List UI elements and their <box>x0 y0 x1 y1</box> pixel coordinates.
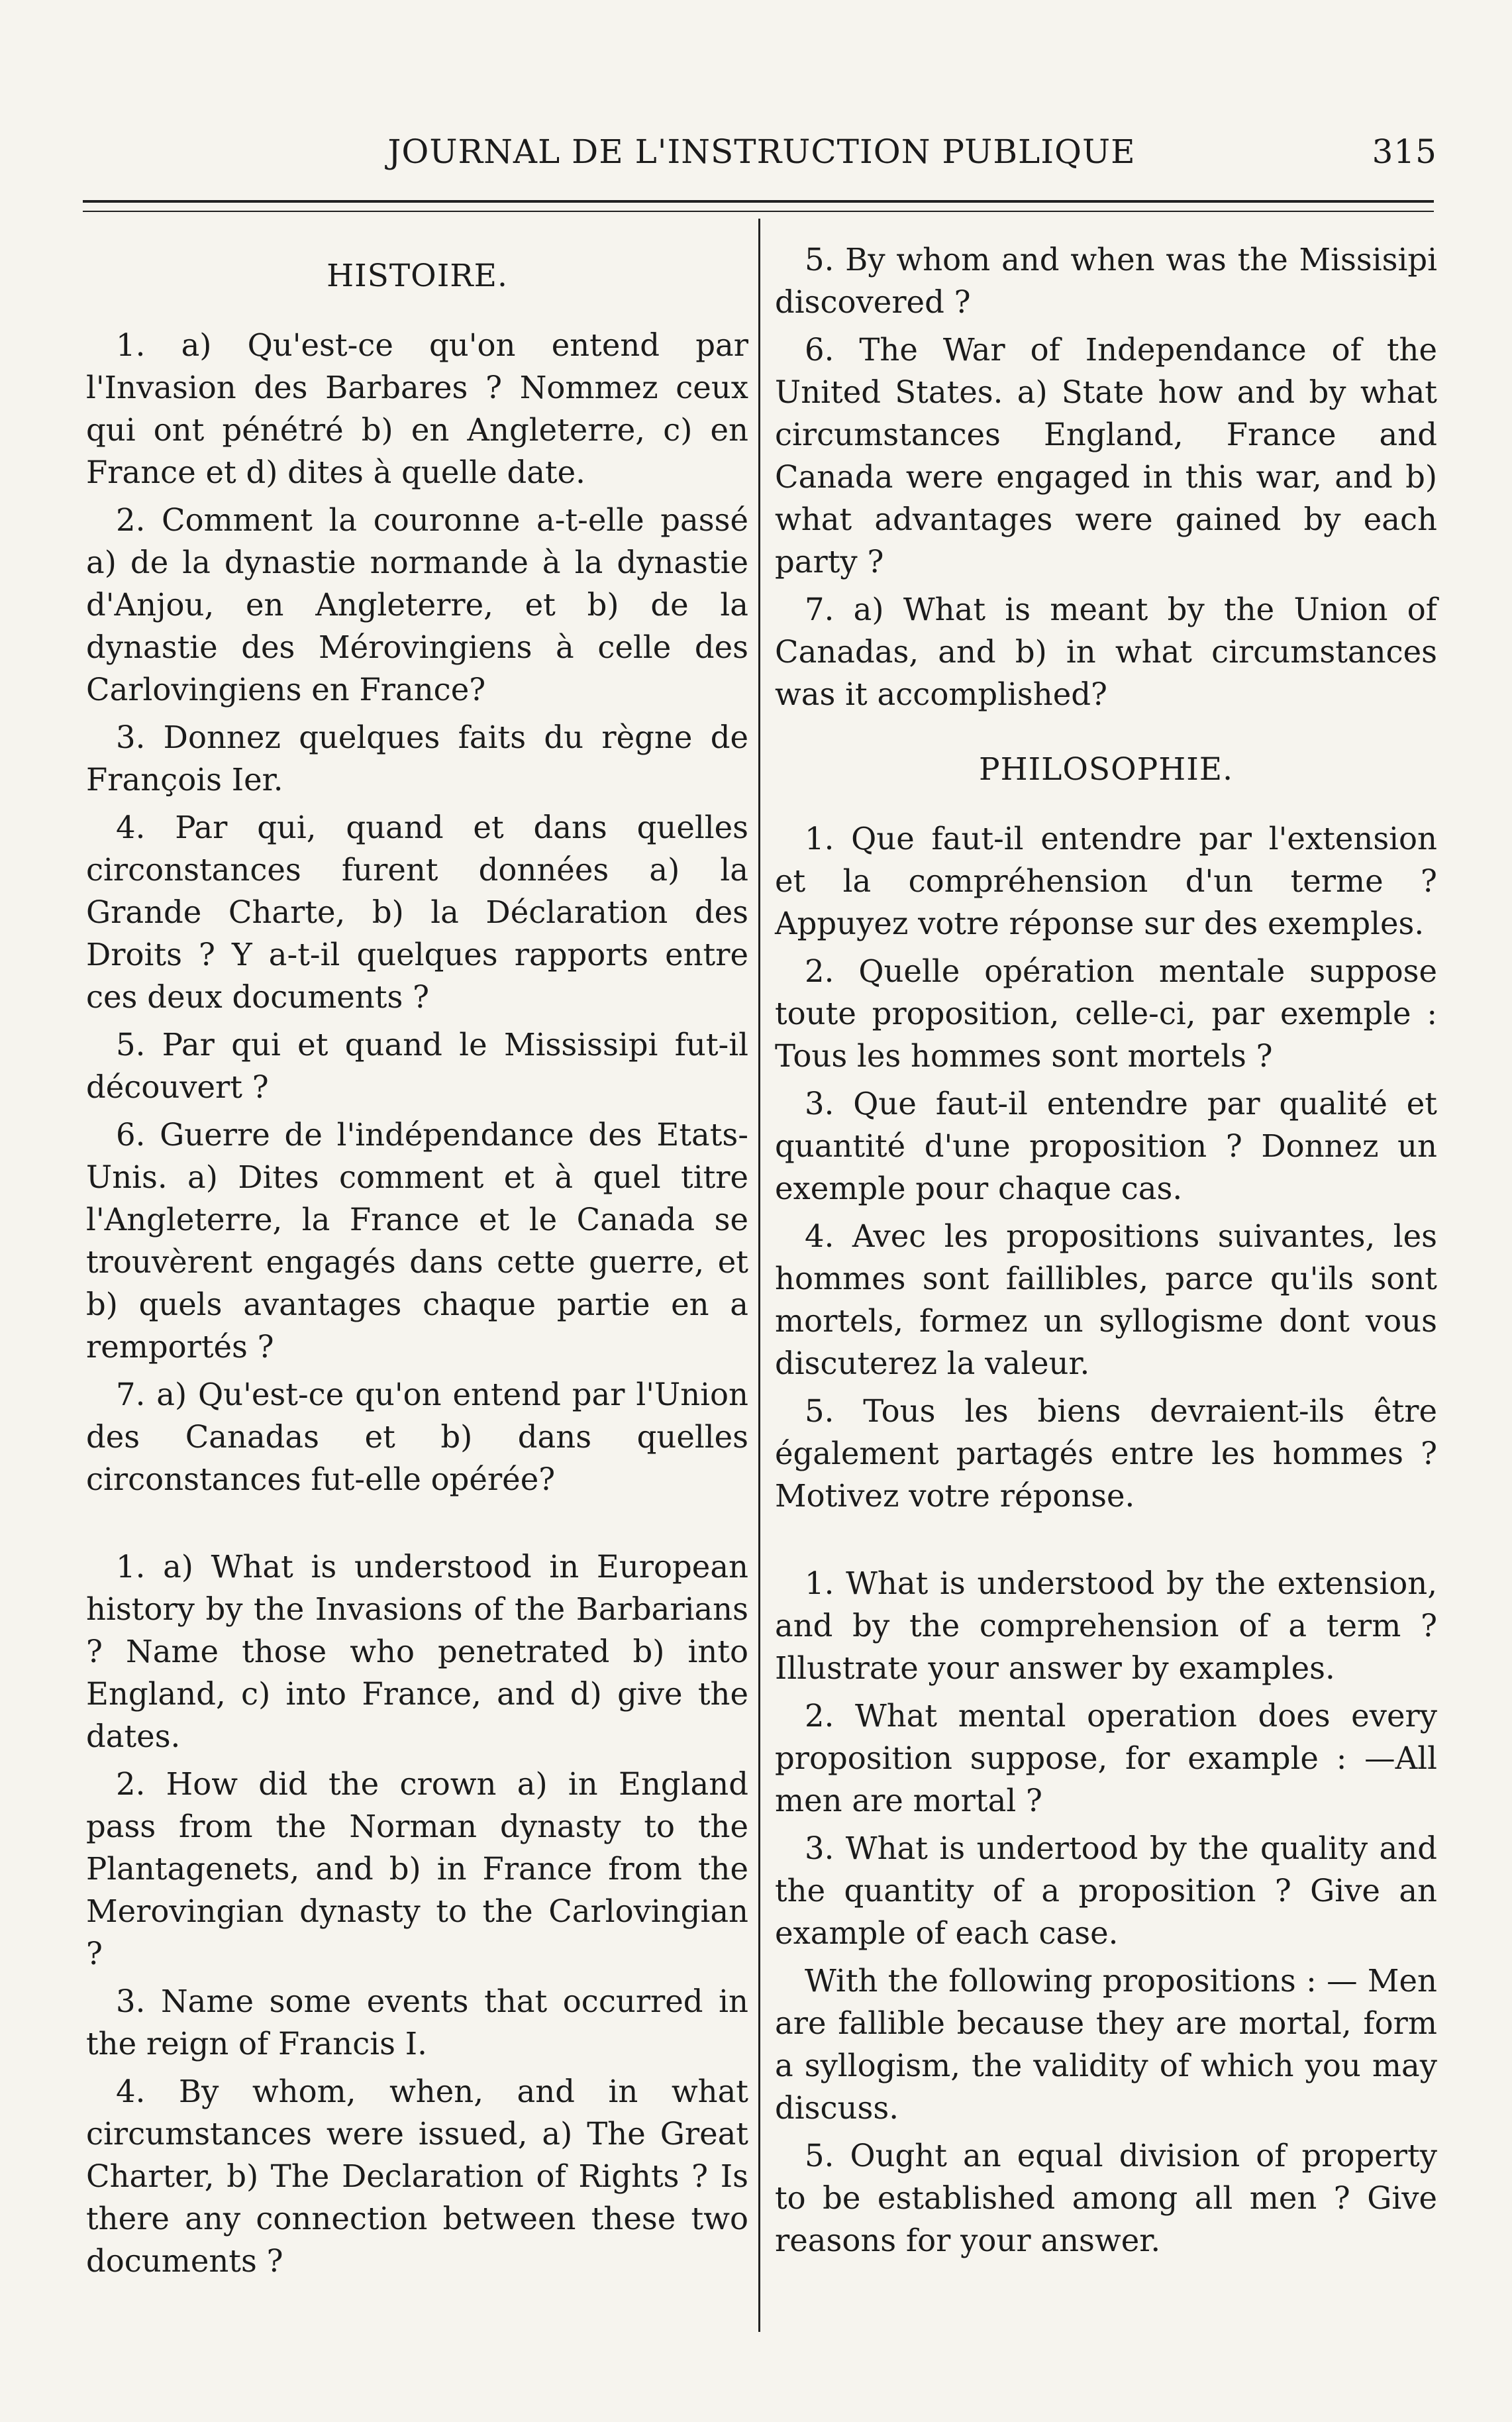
question-en-5: 5. By whom and when was the Missisipi discovered ? <box>775 242 1437 320</box>
question-fr-7: 7. a) Qu'est-ce qu'on entend par l'Union des Canadas et b) dans quelles circonstances fut-elle opérée? <box>86 1377 748 1497</box>
header-rule-thick <box>83 200 1434 203</box>
right-column <box>775 238 1437 2267</box>
philo-en-1: 1. What is understood by the extension, and by the comprehension of a term ? Illustrate your answer by examples. <box>775 1565 1437 1686</box>
page-header <box>86 132 1437 185</box>
column-divider <box>758 219 760 2332</box>
left-column <box>86 238 748 2288</box>
block-spacer <box>86 1506 748 1546</box>
philo-fr-1: 1. Que faut-il entendre par l'extension et la compréhension d'un terme ? Appuyez votre réponse sur des exemples. <box>775 821 1437 941</box>
header-rule-thin <box>83 211 1434 212</box>
question-fr-4: 4. Par qui, quand et dans quelles circonstances furent données a) la Grande Charte, b) la Déclaration des Droits ? Y a-t-il quelques rapports entre ces deux documents ? <box>86 810 748 1015</box>
question-en-4: 4. By whom, when, and in what circumstances were issued, a) The Great Charter, b) The Declaration of Rights ? Is there any connection between these two documents ? <box>86 2074 748 2279</box>
philo-fr-3: 3. Que faut-il entendre par qualité et quantité d'une proposition ? Donnez un exemple pour chaque cas. <box>775 1086 1437 1206</box>
question-en-2: 2. How did the crown a) in England pass from the Norman dynasty to the Plantagenets, and b) in France from the Merovingian dynasty to the Carlovingian ? <box>86 1766 748 1972</box>
philo-en-2: 2. What mental operation does every proposition suppose, for example : —All men are mortal ? <box>775 1698 1437 1818</box>
question-fr-3: 3. Donnez quelques faits du règne de François Ier. <box>86 719 748 798</box>
page-number: 315 <box>1372 132 1437 171</box>
philo-en-5: 5. Ought an equal division of property to be established among all men ? Give reasons for your answer. <box>775 2138 1437 2258</box>
philo-fr-2: 2. Quelle opération mentale suppose toute proposition, celle-ci, par exemple : Tous les hommes sont mortels ? <box>775 953 1437 1074</box>
section-title-philosophie: PHILOSOPHIE. <box>978 751 1234 788</box>
philo-fr-4: 4. Avec les propositions suivantes, les hommes sont faillibles, parce qu'ils sont mortels, formez un syllogisme dont vous discuterez la valeur. <box>775 1218 1437 1381</box>
running-title: JOURNAL DE L'INSTRUCTION PUBLIQUE <box>387 132 1136 171</box>
question-fr-6: 6. Guerre de l'indépendance des Etats-Unis. a) Dites comment et à quel titre l'Angleterre, la France et le Canada se trouvèrent engagés dans cette guerre, et b) quels avantages chaque partie en a remportés ? <box>86 1117 748 1365</box>
question-en-6: 6. The War of Independance of the United States. a) State how and by what circumstances England, France and Canada were engaged in this war, and b) what advantages were gained by each party ? <box>775 332 1437 580</box>
philo-en-4: With the following propositions : — Men are fallible because they are mortal, form a syllogism, the validity of which you may discuss. <box>775 1963 1437 2126</box>
question-fr-1: 1. a) Qu'est-ce qu'on entend par l'Invasion des Barbares ? Nommez ceux qui ont pénétré b) en Angleterre, c) en France et d) dites à quelle date. <box>86 327 748 490</box>
question-en-3: 3. Name some events that occurred in the reign of Francis I. <box>86 1983 748 2062</box>
question-en-1: 1. a) What is understood in European history by the Invasions of the Barbarians ? Name those who penetrated b) into England, c) into France, and d) give the dates. <box>86 1549 748 1754</box>
philo-fr-5: 5. Tous les biens devraient-ils être également partagés entre les hommes ? Motivez votre réponse. <box>775 1393 1437 1514</box>
question-fr-5: 5. Par qui et quand le Mississipi fut-il découvert ? <box>86 1027 748 1105</box>
question-fr-2: 2. Comment la couronne a-t-elle passé a) de la dynastie normande à la dynastie d'Anjou, en Angleterre, et b) de la dynastie des Mérovingiens à celle des Carlovingiens en France? <box>86 502 748 708</box>
question-en-7: 7. a) What is meant by the Union of Canadas, and b) in what circumstances was it accomplished? <box>775 592 1437 712</box>
block-spacer <box>775 1522 1437 1562</box>
philo-en-3: 3. What is undertood by the quality and the quantity of a proposition ? Give an example of each case. <box>775 1830 1437 1951</box>
section-title-histoire: HISTOIRE. <box>327 258 508 294</box>
